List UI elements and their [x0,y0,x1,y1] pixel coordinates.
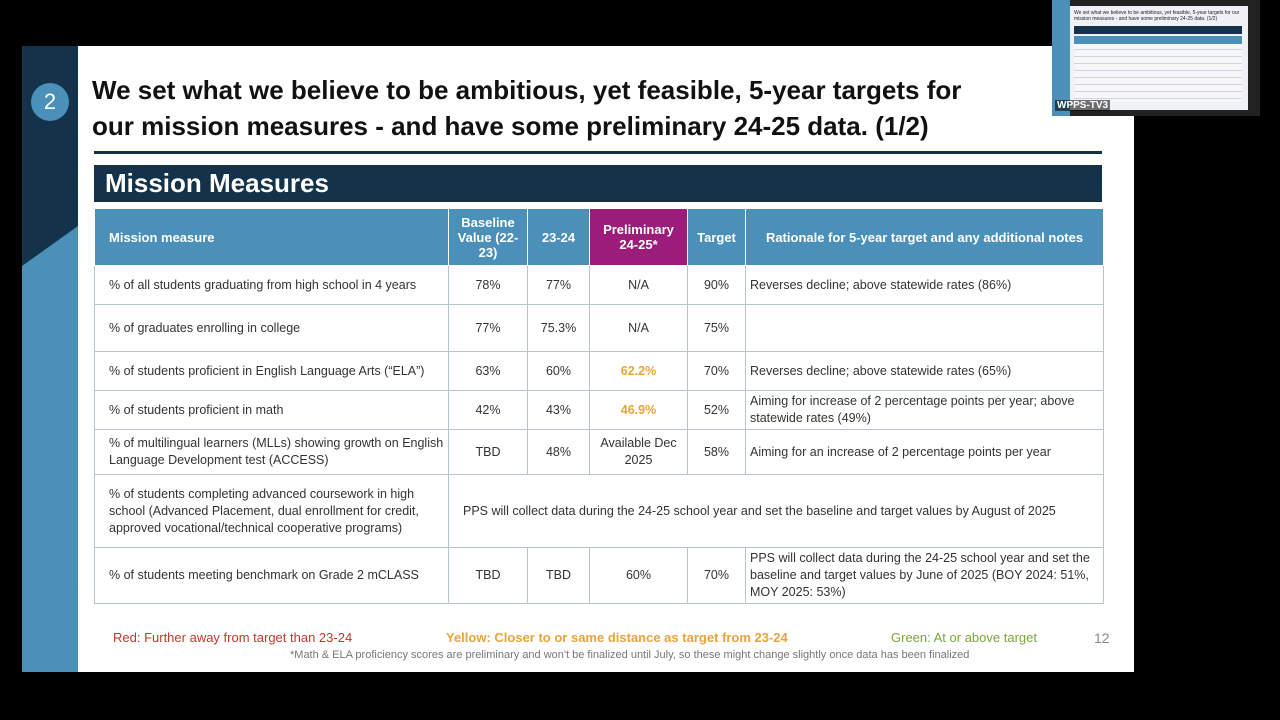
measure-cell: % of multilingual learners (MLLs) showing growth on English Language Development test (ACCESS) [95,430,449,475]
notes-cell: PPS will collect data during the 24-25 school year and set the baseline and target values by June of 2025 (BOY 2024: 51%, MOY 2025: 53%) [746,548,1104,604]
y2324-cell: 77% [528,266,590,305]
measure-cell: % of students proficient in math [95,391,449,430]
slide-sidebar-triangle [22,226,78,266]
table-row [95,266,1104,305]
measure-cell: % of graduates enrolling in college [95,305,449,352]
notes-cell: Reverses decline; above statewide rates (65%) [746,352,1104,391]
pip-slide-thumbnail [1070,6,1248,110]
pip-table-header [1074,36,1242,44]
measure-cell: % of students meeting benchmark on Grade 2 mCLASS [95,548,449,604]
table-header-row [95,209,1104,266]
slide-sidebar-dark [22,46,78,226]
table-row [95,430,1104,475]
header-target: Target [688,209,746,266]
prelim-cell: 62.2% [590,352,688,391]
y2324-cell: 75.3% [528,305,590,352]
header-preliminary: Preliminary 24-25* [590,209,688,266]
y2324-cell: 48% [528,430,590,475]
banner-title: Mission Measures [105,168,329,198]
page-number: 12 [1094,630,1110,646]
target-cell: 70% [688,548,746,604]
legend-red: Red: Further away from target than 23-24 [113,630,353,645]
header-2324: 23-24 [528,209,590,266]
notes-cell [746,305,1104,352]
pip-banner [1074,26,1242,34]
target-cell: 70% [688,352,746,391]
prelim-cell: Available Dec 2025 [590,430,688,475]
baseline-cell: 42% [449,391,528,430]
header-mission-measure: Mission measure [95,209,449,266]
section-banner [94,165,1102,202]
presentation-slide [22,46,1134,672]
prelim-cell: N/A [590,305,688,352]
notes-cell: Reverses decline; above statewide rates (86%) [746,266,1104,305]
pip-channel-label: WPPS-TV3 [1057,100,1109,111]
legend-green: Green: At or above target [891,630,1037,645]
prelim-cell: N/A [590,266,688,305]
table-row [95,391,1104,430]
measure-cell: % of all students graduating from high school in 4 years [95,266,449,305]
y2324-cell: 43% [528,391,590,430]
notes-cell: Aiming for increase of 2 percentage points per year; above statewide rates (49%) [746,391,1104,430]
target-cell: 58% [688,430,746,475]
table-row [95,305,1104,352]
pip-sidebar [1052,0,1070,116]
measure-cell: % of students proficient in English Language Arts (“ELA”) [95,352,449,391]
mission-measures-table [94,208,1104,604]
measure-cell: % of students completing advanced coursework in high school (Advanced Placement, dual enrollment for credit, approved vocational/technical cooperative programs) [95,475,449,548]
baseline-cell: TBD [449,430,528,475]
header-rationale: Rationale for 5-year target and any additional notes [746,209,1104,266]
baseline-cell: 78% [449,266,528,305]
table-row [95,352,1104,391]
header-baseline: Baseline Value (22-23) [449,209,528,266]
target-cell: 52% [688,391,746,430]
title-rule [94,151,1102,154]
target-cell: 75% [688,305,746,352]
baseline-cell: TBD [449,548,528,604]
y2324-cell: 60% [528,352,590,391]
slide-title [92,72,1132,144]
y2324-cell: TBD [528,548,590,604]
merged-notes-cell: PPS will collect data during the 24-25 school year and set the baseline and target values by August of 2025 [449,475,1104,548]
picture-in-picture-preview[interactable] [1052,0,1260,116]
table-row [95,548,1104,604]
target-cell: 90% [688,266,746,305]
prelim-cell: 60% [590,548,688,604]
notes-cell: Aiming for an increase of 2 percentage points per year [746,430,1104,475]
baseline-cell: 63% [449,352,528,391]
pip-table [1074,36,1242,102]
prelim-cell: 46.9% [590,391,688,430]
baseline-cell: 77% [449,305,528,352]
footnote: *Math & ELA proficiency scores are preliminary and won't be finalized until July, so these might change slightly once data has been finalized [290,649,970,661]
legend-yellow: Yellow: Closer to or same distance as target from 23-24 [446,630,788,645]
pip-slide-title: We set what we believe to be ambitious, yet feasible, 5-year targets for our mission measures - and have some preliminary 24-25 data. (1/2) [1074,10,1240,22]
table-row [95,475,1104,548]
slide-title-line1: We set what we believe to be ambitious, yet feasible, 5-year targets for [92,75,962,105]
slide-title-line2: our mission measures - and have some preliminary 24-25 data. (1/2) [92,111,929,141]
section-number-badge: 2 [31,83,69,121]
